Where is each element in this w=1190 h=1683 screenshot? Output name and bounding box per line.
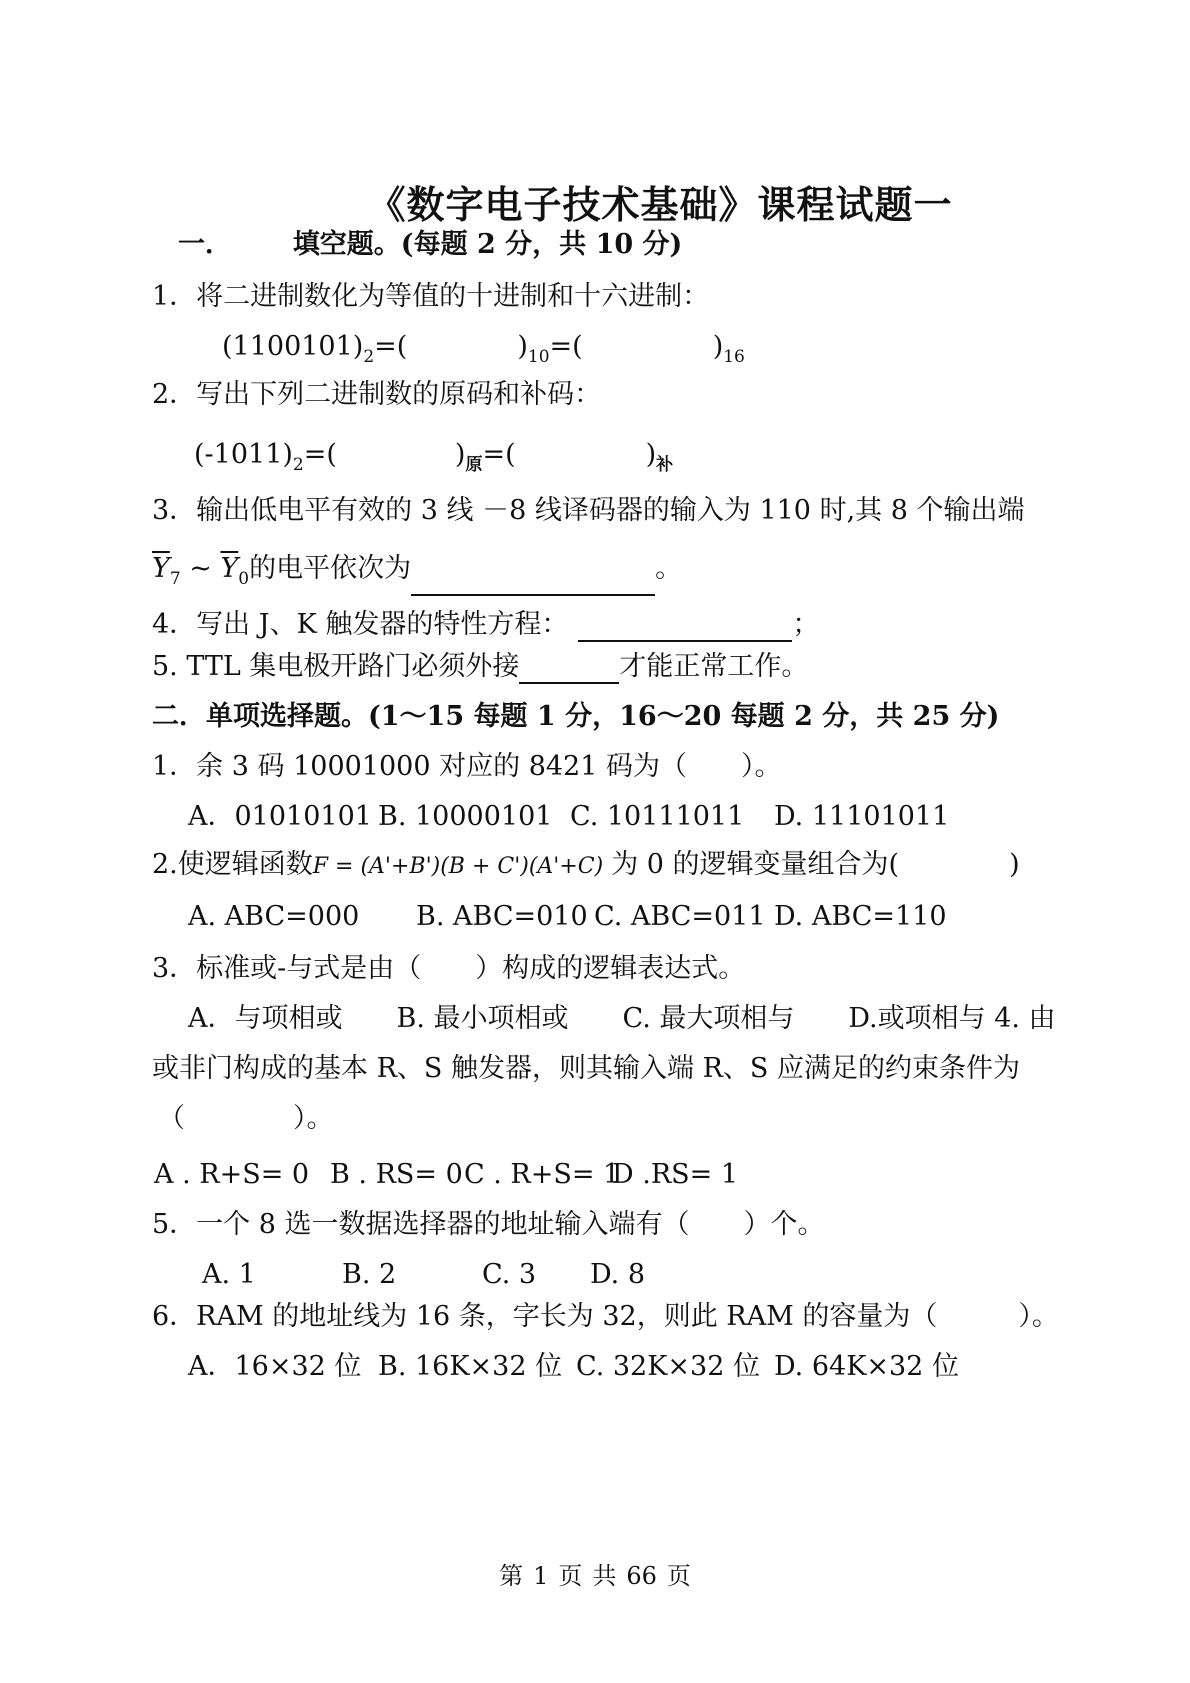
section1-number: 一． xyxy=(178,229,232,260)
q2-1-options xyxy=(188,800,949,834)
q2-4-question-line: 或非门构成的基本 R、S 触发器，则其输入端 R、S 应满足的约束条件为 xyxy=(152,1053,1020,1084)
q1-3-end: 。 xyxy=(655,553,683,584)
q1-4-text: 4．写出 J、K 触发器的特性方程： xyxy=(152,609,569,640)
q1-4 xyxy=(152,608,819,642)
q1-5-answer-blank[interactable] xyxy=(519,656,619,684)
q2-2-option-c[interactable]: C. ABC=011 xyxy=(594,901,766,932)
footer-ye2: 页 xyxy=(666,1562,691,1590)
q2-6-options xyxy=(188,1350,959,1384)
q2-5-option-d[interactable]: D. 8 xyxy=(590,1259,646,1290)
section1-title: 填空题。(每题 2 分，共 10 分) xyxy=(292,229,683,260)
q2-1-text: 1．余 3 码 10001000 对应的 8421 码为（ ）。 xyxy=(152,751,782,782)
q1-1-sub-c: 16 xyxy=(723,347,745,367)
q1-3-y0-sub: 0 xyxy=(238,569,250,589)
q1-1-sub-b: 10 xyxy=(527,347,550,367)
q1-2-sub-c: 补 xyxy=(656,455,674,475)
q1-3-tilde: ~ xyxy=(180,553,221,584)
footer-ye: 页 xyxy=(558,1562,583,1590)
q2-5-option-c[interactable]: C. 3 xyxy=(482,1259,537,1290)
q2-4-options xyxy=(154,1158,738,1192)
q1-1-text: 1．将二进制数化为等值的十进制和十六进制： xyxy=(152,281,710,312)
exam-title: 《数字电子技术基础》课程试题一 xyxy=(367,182,953,227)
q1-1-expr-a: (1100101) xyxy=(222,331,364,362)
footer-di: 第 xyxy=(499,1562,524,1590)
q2-2-options xyxy=(188,900,947,934)
q1-1-eq: =( xyxy=(374,331,408,362)
q1-3-y7-sub: 7 xyxy=(169,569,181,589)
q1-1-sub-a: 2 xyxy=(363,347,375,367)
q1-3-line2 xyxy=(152,552,682,596)
q1-3-y7: $\overline{Y}$ xyxy=(152,553,170,584)
q2-2-formula: F = (A'+B')(B + C')(A'+C) xyxy=(312,854,604,879)
q2-6-option-c[interactable]: C. 32K×32 位 xyxy=(576,1351,760,1382)
q1-3-answer-blank[interactable] xyxy=(411,568,655,596)
q1-1-close-b: ) xyxy=(517,331,528,362)
q1-1-close-c: ) xyxy=(712,331,724,362)
footer-gong: 共 xyxy=(592,1562,617,1590)
q2-2-option-d[interactable]: D. ABC=110 xyxy=(774,901,947,932)
q1-2-close-b: ) xyxy=(454,439,466,470)
q1-2-expr-a: (-1011) xyxy=(194,439,293,470)
q1-3-line2-text: 的电平依次为 xyxy=(249,553,412,584)
q2-1-option-b[interactable]: B. 10000101 xyxy=(378,801,553,832)
q1-3-line1: 3．输出低电平有效的 3 线 －8 线译码器的输入为 110 时,其 8 个输出端 xyxy=(152,495,1025,526)
q2-6-option-b[interactable]: B. 16K×32 位 xyxy=(378,1351,563,1382)
q1-1-expr xyxy=(222,330,745,374)
q2-4-option-c[interactable]: C . R+S= 1 xyxy=(464,1159,621,1190)
q2-1-option-a[interactable]: A．01010101 xyxy=(188,801,372,832)
q2-6-text: 6．RAM 的地址线为 16 条，字长为 32，则此 RAM 的容量为（ ）。 xyxy=(152,1301,1059,1332)
q1-2-sub-b: 原 xyxy=(465,455,483,475)
q2-2-close: ) xyxy=(1009,849,1020,880)
q2-4-option-b[interactable]: B . RS= 0 xyxy=(330,1159,463,1190)
q2-4-option-a[interactable]: A . R+S= 0 xyxy=(154,1159,310,1190)
page-number: 1 xyxy=(533,1562,549,1590)
q1-3-y0: $\overline{Y}$ xyxy=(220,553,239,584)
q2-2-text xyxy=(152,848,1020,884)
q2-4-question-blank: （ ）。 xyxy=(158,1103,334,1134)
q1-2-eq: =( xyxy=(303,439,337,470)
q2-5-option-b[interactable]: B. 2 xyxy=(342,1259,397,1290)
q2-4-option-d[interactable]: D .RS= 1 xyxy=(612,1159,739,1190)
section1-heading xyxy=(178,228,682,262)
q1-2-close-c: ) xyxy=(645,439,657,470)
q1-1-eq2: =( xyxy=(549,331,583,362)
q2-5-option-a[interactable]: A. 1 xyxy=(202,1259,256,1290)
q1-4-end: ； xyxy=(792,609,820,640)
section2-heading: 二．单项选择题。(1～15 每题 1 分，16～20 每题 2 分，共 25 分) xyxy=(152,701,1000,732)
q1-5 xyxy=(152,650,808,684)
q2-3-options-line: A．与项相或 B. 最小项相或 C. 最大项相与 D.或项相与 4. 由 xyxy=(188,1003,1056,1034)
q2-6-option-a[interactable]: A．16×32 位 xyxy=(188,1351,362,1382)
total-pages: 66 xyxy=(626,1562,657,1590)
q2-1-option-d[interactable]: D. 11101011 xyxy=(774,801,950,832)
q2-2-prefix: 2.使逻辑函数 xyxy=(152,849,313,880)
q1-2-eq2: =( xyxy=(482,439,516,470)
q2-1-option-c[interactable]: C. 10111011 xyxy=(570,801,745,832)
q2-5-text: 5．一个 8 选一数据选择器的地址输入端有（ ）个。 xyxy=(152,1209,825,1240)
q1-2-sub-a: 2 xyxy=(292,455,304,475)
q2-2-option-a[interactable]: A. ABC=000 xyxy=(188,901,360,932)
q2-2-option-b[interactable]: B. ABC=010 xyxy=(416,901,588,932)
q1-4-answer-blank[interactable] xyxy=(578,614,792,642)
q2-6-option-d[interactable]: D. 64K×32 位 xyxy=(774,1351,959,1382)
q2-2-suffix: 为 0 的逻辑变量组合为( xyxy=(611,849,900,880)
q2-5-options xyxy=(202,1258,645,1292)
q1-5-text: 5. TTL 集电极开路门必须外接 xyxy=(152,651,520,682)
page-footer xyxy=(0,1556,1190,1591)
q1-2-text: 2．写出下列二进制数的原码和补码： xyxy=(152,379,602,410)
q1-5-end: 才能正常工作。 xyxy=(619,651,809,682)
q2-3-text: 3．标准或-与式是由（ ）构成的逻辑表达式。 xyxy=(152,953,746,984)
q1-2-expr xyxy=(194,438,673,482)
